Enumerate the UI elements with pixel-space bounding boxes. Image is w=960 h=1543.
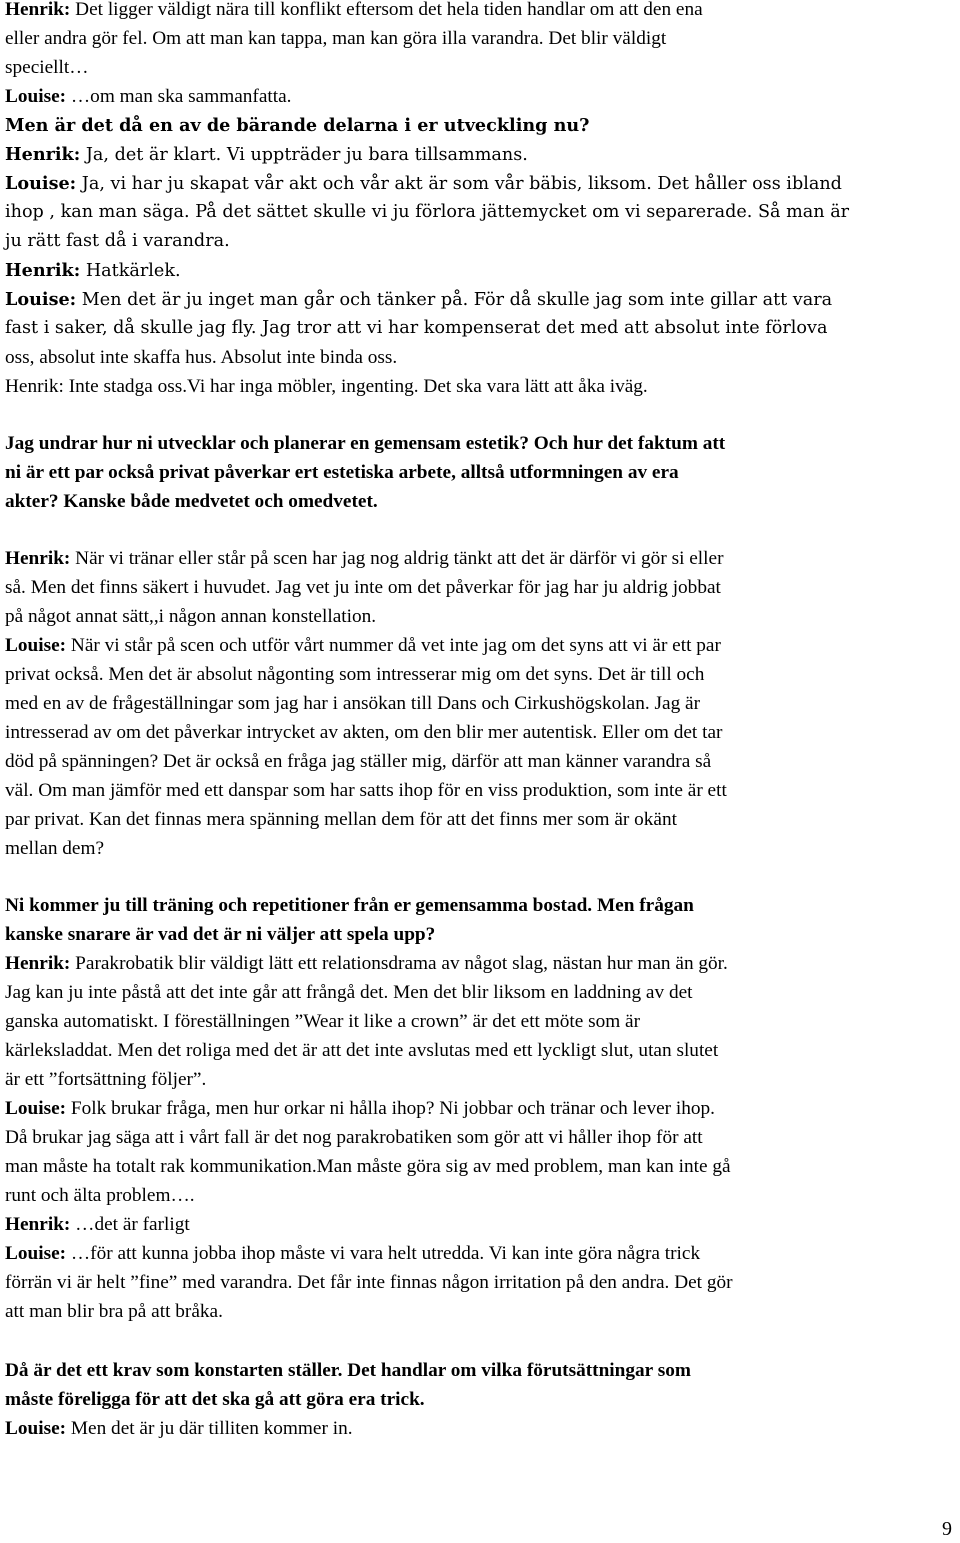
bold-text-run: Henrik: [5,144,81,165]
text-run: ganska automatiskt. I föreställningen ”Wear it like a crown” är det ett möte som är [5,1011,641,1032]
text-line [5,689,700,718]
text-run: speciellt… [5,57,89,78]
text-run: privat också. Men det är absolut någonting som intresserar mig om det syns. Det är till och [5,664,705,685]
text-line [5,544,724,573]
text-line [5,1268,733,1297]
text-run: intresserad av om det påverkar intrycket av akten, om den blir mer autentisk. Eller om det tar [5,722,723,743]
text-run: man måste ha totalt rak kommunikation.Man måste göra sig av med problem, man kan inte gå [5,1156,731,1177]
text-run: eller andra gör fel. Om att man kan tappa, man kan göra illa varandra. Det blir väldigt [5,28,667,49]
text-line [5,111,590,140]
text-run: mellan dem? [5,838,105,859]
text-line [5,1385,425,1414]
text-line [5,1152,731,1181]
text-line [5,285,832,314]
text-run: …för att kunna jobba ihop måste vi vara helt utredda. Vi kan inte göra några trick [66,1243,701,1264]
text-line [5,1123,703,1152]
text-run: väl. Om man jämför med ett danspar som har satts ihop för en viss produktion, som inte är ett [5,780,727,801]
text-line [5,805,677,834]
bold-text-run: Louise: [5,1418,67,1439]
text-line [5,343,397,372]
text-line [5,573,721,602]
text-line [5,1065,206,1094]
text-run: på något annat sätt,,i någon annan konstellation. [5,606,377,627]
text-line [5,920,435,949]
text-line [5,1181,195,1210]
text-run: Jag kan ju inte påstå att det inte går att frångå det. Men det blir liksom en laddning av det [5,982,693,1003]
text-line [5,891,694,920]
text-line [5,631,721,660]
text-line [5,978,693,1007]
bold-text-run: Louise: [5,1098,67,1119]
text-line [5,198,849,227]
text-line [5,660,704,689]
text-line [5,1297,223,1326]
bold-text-run: Henrik: [5,260,81,281]
text-line [5,949,728,978]
bold-text-run: ni är ett par också privat påverkar ert estetiska arbete, alltså utformningen av era [5,462,679,483]
bold-text-run: Henrik: [5,1214,71,1235]
text-run: Det ligger väldigt nära till konflikt eftersom det hela tiden handlar om att den ena [70,0,703,20]
text-run: fast i saker, då skulle jag fly. Jag tror att vi har kompenserat det med att absolut inte förlova [5,318,828,338]
text-line [5,256,181,285]
text-line [5,1356,691,1385]
text-line [5,1094,715,1123]
text-run: runt och älta problem…. [5,1185,195,1206]
bold-text-run: Louise: [5,1243,67,1264]
text-run: Henrik: Inte stadga oss.Vi har inga möbler, ingenting. Det ska vara lätt att åka iväg. [5,376,648,397]
text-run: oss, absolut inte skaffa hus. Absolut inte binda oss. [5,347,398,368]
text-run: så. Men det finns säkert i huvudet. Jag vet ju inte om det påverkar för jag har ju aldrig jobbat [5,577,721,598]
text-line [5,429,725,458]
text-run: förrän vi är helt ”fine” med varandra. Det får inte finnas någon irritation på den andra. Det gör [5,1272,733,1293]
text-line [5,1007,640,1036]
text-line [5,834,104,863]
text-run: är ett ”fortsättning följer”. [5,1069,207,1090]
text-line [5,82,292,111]
text-run: död på spänningen? Det är också en fråga jag ställer mig, därför att man känner varandra så [5,751,712,772]
text-run: ju rätt fast då i varandra. [5,231,230,251]
text-line [5,1414,353,1443]
text-line [5,53,89,82]
text-run: Ja, vi har ju skapat vår akt och vår akt är som vår bäbis, liksom. Det håller oss ibland [76,174,842,194]
bold-text-run: Henrik: [5,0,71,20]
text-run: med en av de frågeställningar som jag har i ansökan till Dans och Cirkushögskolan. Jag är [5,693,701,714]
bold-text-run: akter? Kanske både medvetet och omedvetet. [5,491,378,512]
text-run: Men det är ju inget man går och tänker på. För då skulle jag som inte gillar att vara [76,290,833,310]
text-line [5,776,727,805]
text-line [5,24,666,53]
bold-text-run: Jag undrar hur ni utvecklar och planerar en gemensam estetik? Och hur det faktum att [5,433,726,454]
text-run: Parakrobatik blir väldigt lätt ett relationsdrama av något slag, nästan hur man än gör. [70,953,728,974]
bold-text-run: Ni kommer ju till träning och repetitioner från er gemensamma bostad. Men frågan [5,895,694,916]
text-run: När vi står på scen och utför vårt nummer då vet inte jag om det syns att vi är ett par [66,635,721,656]
bold-text-run: Henrik: [5,953,71,974]
text-line [5,372,648,401]
text-run: kärleksladdat. Men det roliga med det är att det inte avslutas med ett lyckligt slut, utan slutet [5,1040,719,1061]
text-run: …det är farligt [70,1214,190,1235]
bold-text-run: kanske snarare är vad det är ni väljer att spela upp? [5,924,436,945]
page-number: 9 [942,1518,952,1540]
text-line [5,1036,718,1065]
bold-text-run: måste föreligga för att det ska gå att göra era trick. [5,1389,425,1410]
text-line [5,718,722,747]
text-run: Då brukar jag säga att i vårt fall är det nog parakrobatiken som gör att vi håller ihop för att [5,1127,703,1148]
text-line [5,227,230,256]
text-line [5,1239,700,1268]
text-run: Folk brukar fråga, men hur orkar ni hålla ihop? Ni jobbar och tränar och lever ihop. [66,1098,715,1119]
text-run: Men det är ju där tilliten kommer in. [66,1418,353,1439]
text-run: att man blir bra på att bråka. [5,1301,223,1322]
text-line [5,169,842,198]
text-run: ihop , kan man säga. På det sättet skulle vi ju förlora jättemycket om vi separerade. Så man är [5,202,850,222]
bold-text-run: Louise: [5,289,77,310]
text-line [5,314,827,343]
text-line [5,1210,190,1239]
bold-text-run: Då är det ett krav som konstarten ställer. Det handlar om vilka förutsättningar som [5,1360,691,1381]
bold-text-run: Louise: [5,86,67,107]
text-line [5,458,679,487]
text-run: …om man ska sammanfatta. [66,86,292,107]
bold-text-run: Louise: [5,173,77,194]
text-line [5,487,378,516]
bold-text-run: Men är det då en av de bärande delarna i er utveckling nu? [5,115,590,136]
bold-text-run: Louise: [5,635,67,656]
text-run: Ja, det är klart. Vi uppträder ju bara tillsammans. [80,145,528,165]
text-line [5,747,711,776]
text-line [5,602,376,631]
text-run: När vi tränar eller står på scen har jag nog aldrig tänkt att det är därför vi gör si eller [70,548,724,569]
text-line [5,0,703,24]
text-run: par privat. Kan det finnas mera spänning mellan dem för att det finns mer som är okänt [5,809,677,830]
bold-text-run: Henrik: [5,548,71,569]
text-line [5,140,528,169]
text-run: Hatkärlek. [80,261,181,281]
